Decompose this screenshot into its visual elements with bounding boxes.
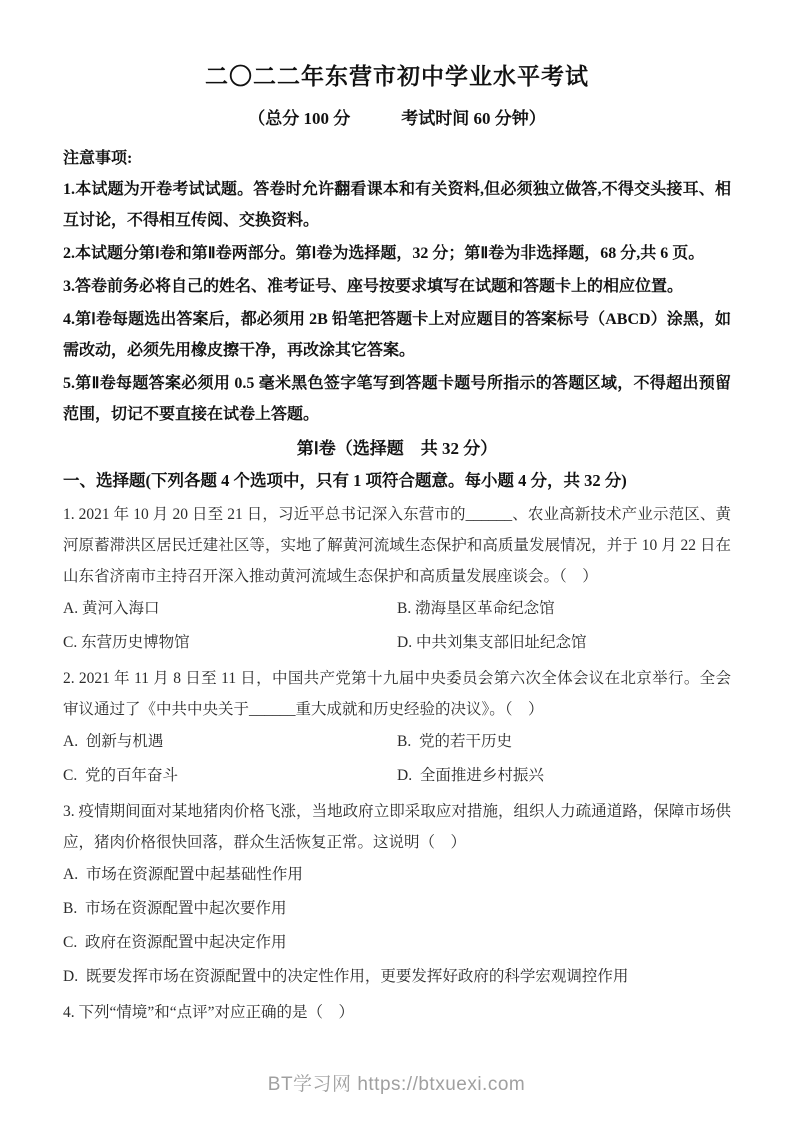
question-1-option-c: C. 东营历史博物馆 [63, 634, 190, 651]
question-2-option-a: A. 创新与机遇 [63, 733, 164, 750]
question-1-option-a: A. 黄河入海口 [63, 600, 160, 617]
question-3-option-a: A. 市场在资源配置中起基础性作用 [63, 866, 303, 883]
question-2-option-b: B. 党的若干历史 [397, 733, 512, 750]
exam-meta-line: （总分 100 分 考试时间 60 分钟） [248, 109, 546, 128]
note-item-2: 2.本试题分第Ⅰ卷和第Ⅱ卷两部分。第Ⅰ卷为选择题，32 分；第Ⅱ卷为非选择题，68 分,共 6 页。 [63, 245, 705, 262]
question-1-option-b: B. 渤海垦区革命纪念馆 [397, 600, 555, 617]
question-3 [63, 796, 731, 994]
question-4 [63, 997, 731, 1028]
question-3-option-c: C. 政府在资源配置中起决定作用 [63, 934, 287, 951]
question-1-options [63, 592, 731, 660]
section-1-title: 第Ⅰ卷（选择题 共 32 分） [296, 439, 498, 458]
note-item-3: 3.答卷前务必将自己的姓名、准考证号、座号按要求填写在试题和答题卡上的相应位置。 [63, 278, 684, 295]
question-1 [63, 499, 731, 660]
question-3-option-b: B. 市场在资源配置中起次要作用 [63, 900, 287, 917]
note-item-5: 5.第Ⅱ卷每题答案必须用 0.5 毫米黑色签字笔写到答题卡题号所指示的答题区域，不得超出预留范围，切记不要直接在试卷上答题。 [63, 375, 731, 423]
question-3-stem: 3. 疫情期间面对某地猪肉价格飞涨，当地政府立即采取应对措施，组织人力疏通道路，保障市场供应，猪肉价格很快回落，群众生活恢复正常。这说明（ ） [63, 803, 731, 851]
question-4-stem: 4. 下列“情境”和“点评”对应正确的是（ ） [63, 1004, 355, 1021]
question-1-option-d: D. 中共刘集支部旧址纪念馆 [397, 634, 587, 651]
section-1-instruction: 一、选择题(下列各题 4 个选项中，只有 1 项符合题意。每小题 4 分，共 32 分) [63, 471, 627, 490]
question-2-options [63, 725, 731, 793]
question-2-stem: 2. 2021 年 11 月 8 日至 11 日，中国共产党第十九届中央委员会第六次全体会议在北京举行。全会审议通过了《中共中央关于______重大成就和历史经验的决议》。（ ） [63, 670, 731, 718]
question-2-option-d: D. 全面推进乡村振兴 [397, 767, 544, 784]
question-3-option-d: D. 既要发挥市场在资源配置中的决定性作用，更要发挥好政府的科学宏观调控作用 [63, 968, 629, 985]
note-item-4: 4.第Ⅰ卷每题选出答案后，都必须用 2B 铅笔把答题卡上对应题目的答案标号（ABCD）涂黑，如需改动，必须先用橡皮擦干净，再改涂其它答案。 [63, 311, 731, 359]
note-item-1: 1.本试题为开卷考试试题。答卷时允许翻看课本和有关资料,但必须独立做答,不得交头接耳、相互讨论，不得相互传阅、交换资料。 [63, 181, 731, 229]
question-1-stem: 1. 2021 年 10 月 20 日至 21 日，习近平总书记深入东营市的______、农业高新技术产业示范区、黄河原蓄滞洪区居民迁建社区等，实地了解黄河流域生态保护和高质量发展情况，并于 10 月 22 日在山东省济南市主持召开深入推动黄河流域生态保护和高质量发展座谈会。（ ） [63, 506, 731, 585]
footer-watermark: BT学习网 https://btxuexi.com [267, 1074, 526, 1095]
question-2 [63, 663, 731, 793]
question-3-options [63, 858, 731, 994]
page-title: 二〇二二年东营市初中学业水平考试 [205, 64, 589, 89]
question-2-option-c: C. 党的百年奋斗 [63, 767, 178, 784]
notes-heading: 注意事项: [63, 150, 133, 167]
